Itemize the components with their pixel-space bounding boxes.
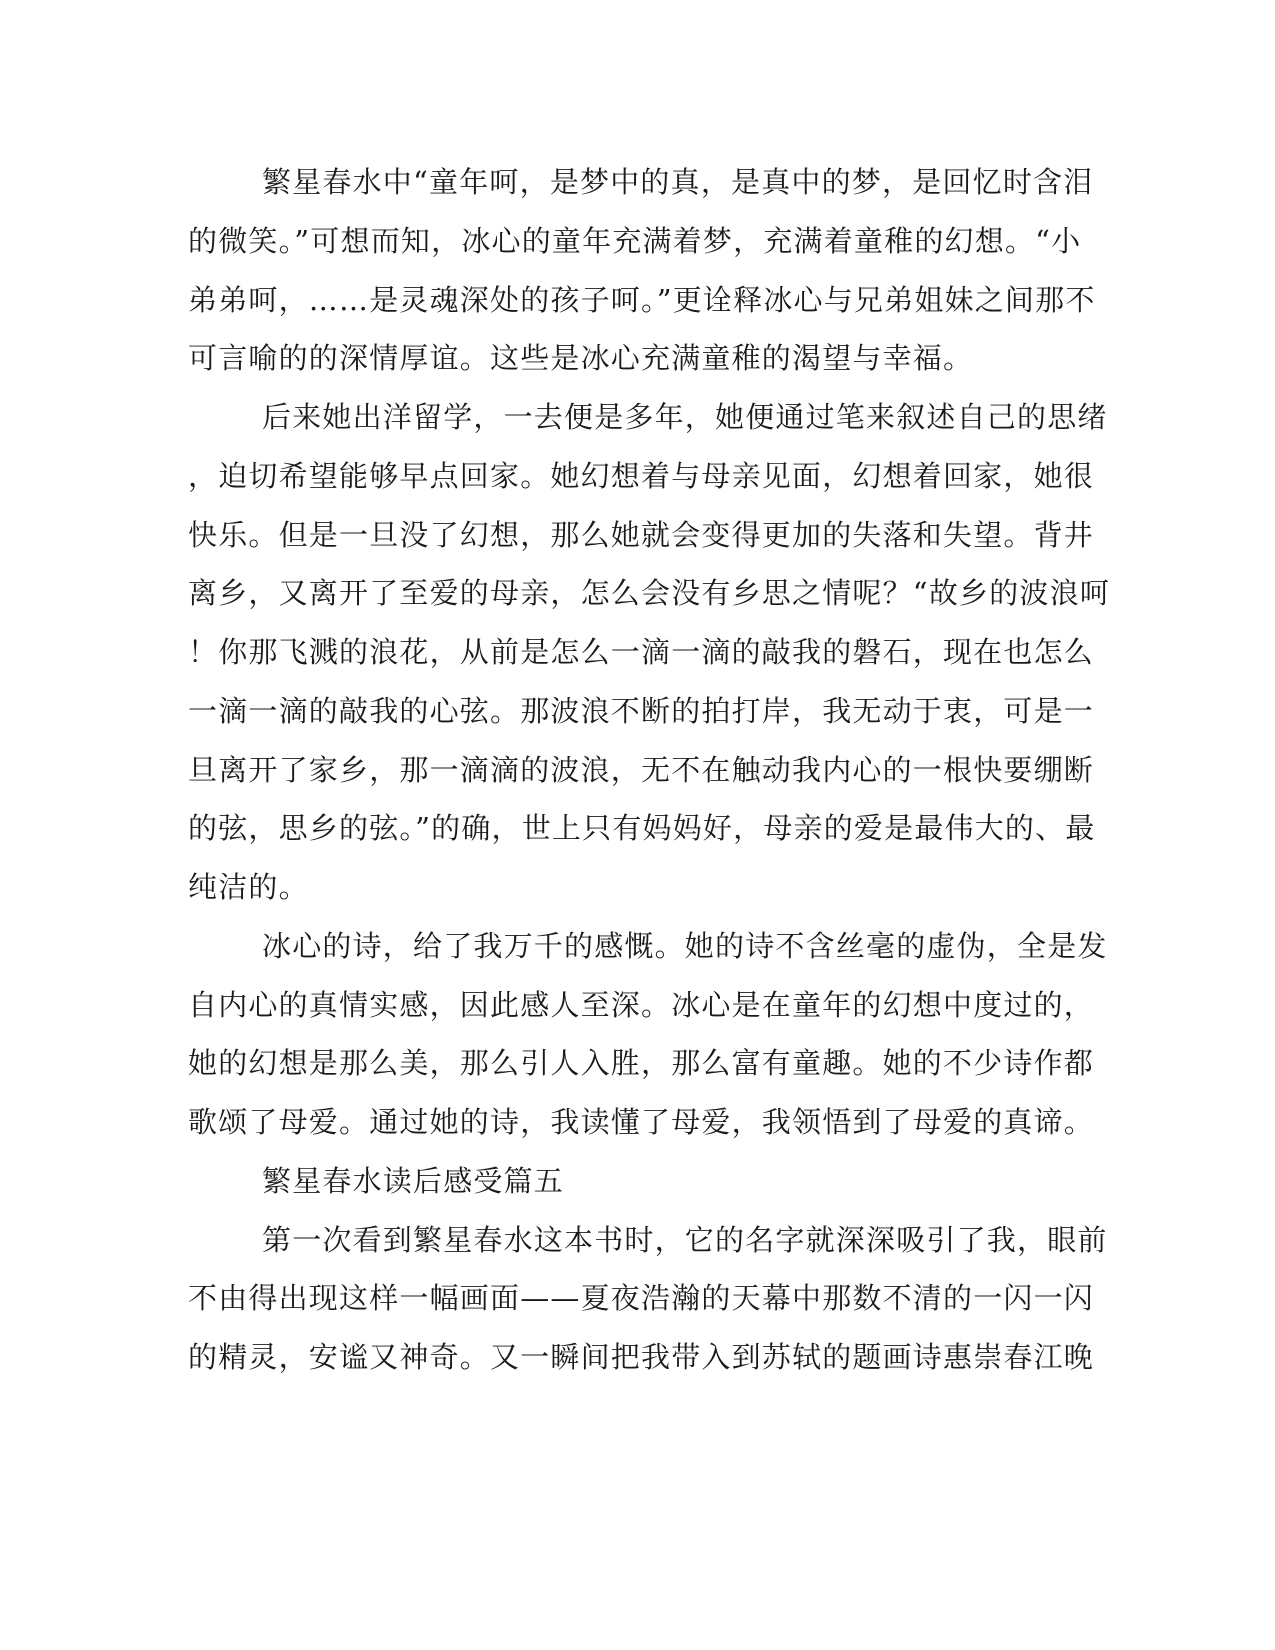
paragraph-1-line-2: 的微笑。”可想而知，冰心的童年充满着梦，充满着童稚的幻想。“小 xyxy=(188,224,1082,258)
paragraph-3-line-2: 自内心的真情实感，因此感人至深。冰心是在童年的幻想中度过的， xyxy=(188,988,1095,1022)
paragraph-1-line-3: 弟弟呵，……是灵魂深处的孩子呵。”更诠释冰心与兄弟姐妹之间那不 xyxy=(188,283,1096,317)
paragraph-1-line-4: 可言喻的的深情厚谊。这些是冰心充满童稚的渴望与幸福。 xyxy=(188,341,974,375)
paragraph-2-line-9: 纯洁的。 xyxy=(188,870,309,904)
paragraph-2-line-1: 后来她出洋留学，一去便是多年，她便通过笔来叙述自己的思绪 xyxy=(262,400,1108,434)
paragraph-2-line-2: ，迫切希望能够早点回家。她幻想着与母亲见面，幻想着回家，她很 xyxy=(188,459,1095,493)
paragraph-3-line-3: 她的幻想是那么美，那么引人入胜，那么富有童趣。她的不少诗作都 xyxy=(188,1046,1095,1080)
paragraph-2-line-5: ！你那飞溅的浪花，从前是怎么一滴一滴的敲我的磐石，现在也怎么 xyxy=(188,635,1095,669)
paragraph-2-line-7: 旦离开了家乡，那一滴滴的波浪，无不在触动我内心的一根快要绷断 xyxy=(188,753,1095,787)
paragraph-1-line-1: 繁星春水中“童年呵，是梦中的真，是真中的梦，是回忆时含泪 xyxy=(262,165,1094,199)
paragraph-2-line-8: 的弦，思乡的弦。”的确，世上只有妈妈好，母亲的爱是最伟大的、最 xyxy=(188,811,1096,845)
paragraph-3-line-4: 歌颂了母爱。通过她的诗，我读懂了母爱，我领悟到了母爱的真谛。 xyxy=(188,1105,1095,1139)
paragraph-4-line-1: 第一次看到繁星春水这本书时，它的名字就深深吸引了我，眼前 xyxy=(262,1223,1108,1257)
paragraph-2-line-3: 快乐。但是一旦没了幻想，那么她就会变得更加的失落和失望。背井 xyxy=(188,518,1095,552)
paragraph-4-line-2: 不由得出现这样一幅画面——夏夜浩瀚的天幕中那数不清的一闪一闪 xyxy=(188,1281,1095,1315)
paragraph-2-line-4: 离乡，又离开了至爱的母亲，怎么会没有乡思之情呢？“故乡的波浪呵 xyxy=(188,576,1111,610)
paragraph-3-line-1: 冰心的诗，给了我万千的感慨。她的诗不含丝毫的虚伪，全是发 xyxy=(262,929,1108,963)
paragraph-4-line-3: 的精灵，安谧又神奇。又一瞬间把我带入到苏轼的题画诗惠崇春江晚 xyxy=(188,1340,1095,1374)
paragraph-2-line-6: 一滴一滴的敲我的心弦。那波浪不断的拍打岸，我无动于衷，可是一 xyxy=(188,694,1095,728)
section-heading: 繁星春水读后感受篇五 xyxy=(262,1164,565,1198)
